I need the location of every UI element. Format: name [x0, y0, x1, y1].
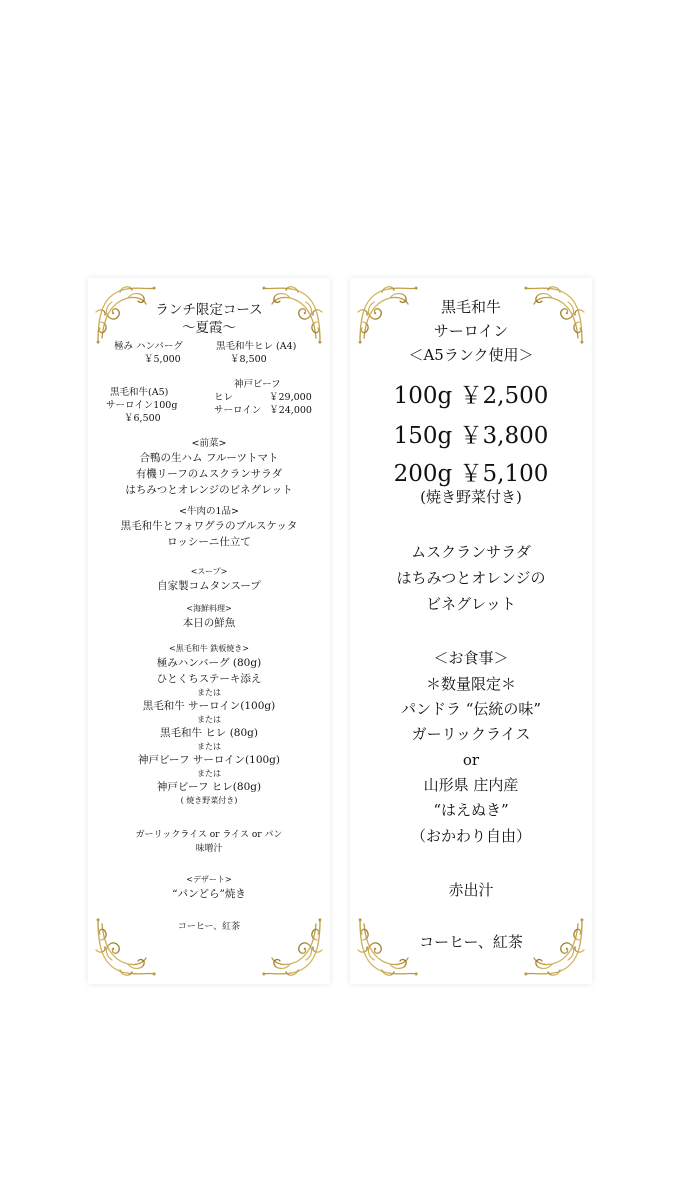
dish-line: 自家製コムタンスープ [157, 580, 261, 592]
option-hamburg [114, 340, 183, 366]
menu-subtitle: ＜A5ランク使用＞ [408, 346, 534, 364]
meal-line: or [462, 751, 480, 769]
option-wagyu-fillet [216, 340, 296, 366]
option-price: ￥6,500 [124, 413, 161, 424]
sirloin-menu-card [350, 278, 592, 984]
meal-line: ガーリックライス [411, 725, 531, 743]
dish-line: コーヒー、紅茶 [177, 922, 241, 932]
dish-line: 神戸ビーフ サーロイン(100g) [137, 754, 281, 766]
dish-note: ( 焼き野菜付き) [180, 796, 238, 805]
dish-line: 黒毛和牛 ヒレ (80g) [160, 727, 258, 739]
or-separator: または [197, 715, 221, 724]
course-subtitle: 〜夏霞〜 [182, 320, 236, 336]
option-price: ￥24,000 [269, 405, 312, 416]
meal-line: “はえぬき” [433, 801, 509, 819]
teppan-section [88, 643, 330, 806]
option-row [214, 391, 312, 404]
option-price: ￥8,500 [230, 354, 267, 365]
staple-section [88, 828, 330, 856]
salad-line: はちみつとオレンジの [396, 569, 546, 587]
option-row [214, 404, 312, 417]
or-separator: または [197, 688, 221, 697]
meal-line: パンドラ “伝統の味” [400, 700, 542, 718]
price-weight: 100g [393, 383, 453, 409]
dessert-section [88, 874, 330, 902]
option-kobe-beef [214, 378, 312, 417]
option-wagyu-sirloin [106, 386, 177, 425]
dish-line: “パンどら”焼き [172, 888, 246, 900]
menu-title: サーロイン [433, 322, 509, 340]
dish-line: ガーリックライス or ライス or パン [135, 830, 283, 840]
dish-line: 神戸ビーフ ヒレ(80g) [156, 781, 262, 793]
or-separator: または [197, 769, 221, 778]
option-name: 黒毛和牛(A5) [110, 387, 169, 398]
drink-line: コーヒー、紅茶 [419, 933, 523, 951]
seafood-section [88, 603, 330, 631]
course-title: ランチ限定コース [155, 302, 263, 318]
dish-line: ロッシーニ仕立て [167, 536, 251, 548]
dish-line: 有機リーフのムスクランサラダ [135, 468, 283, 480]
meal-line: （おかわり自由） [410, 827, 531, 845]
soup-section [88, 566, 330, 594]
option-cut: サーロイン [214, 405, 262, 416]
salad-line: ビネグレット [426, 595, 516, 613]
price-amount: ￥5,100 [459, 461, 549, 487]
salad-line: ムスクランサラダ [411, 543, 531, 561]
or-separator: または [197, 742, 221, 751]
soup-line: 赤出汁 [448, 881, 494, 899]
drink-section [88, 920, 330, 934]
section-heading: <黒毛和牛 鉄板焼き> [169, 644, 249, 653]
meal-line: ＊数量限定＊ [425, 675, 516, 693]
price-weight: 150g [393, 423, 453, 449]
option-cut: ヒレ [214, 392, 234, 403]
dish-line: 黒毛和牛 サーロイン(100g) [142, 700, 276, 712]
price-row [350, 416, 592, 456]
option-price: ￥5,000 [144, 354, 181, 365]
dish-line: 黒毛和牛とフォワグラのブルスケッタ [120, 520, 298, 532]
option-price: ￥29,000 [269, 392, 312, 403]
option-name: 神戸ビーフ [234, 379, 281, 390]
section-heading: <海鮮料理> [186, 604, 232, 613]
dish-line: ひとくちステーキ添え [156, 673, 262, 685]
meal-heading: ＜お食事＞ [433, 649, 509, 667]
section-heading: <デザート> [186, 875, 232, 884]
dish-line: 極みハンバーグ (80g) [156, 657, 262, 669]
option-name: 極み ハンバーグ [114, 341, 183, 352]
dish-line: 味噌汁 [195, 844, 223, 854]
price-row [350, 376, 592, 416]
meat-dish-section [88, 506, 330, 550]
option-name: 黒毛和牛ヒレ (A4) [216, 341, 297, 352]
section-heading: <前菜> [191, 438, 227, 449]
option-name: サーロイン100g [106, 400, 178, 411]
price-weight: 200g [393, 461, 453, 487]
price-amount: ￥2,500 [459, 383, 549, 409]
dish-line: はちみつとオレンジのビネグレット [125, 484, 293, 496]
section-heading: <スープ> [190, 567, 228, 576]
section-heading: <牛肉の1品> [179, 506, 239, 517]
dish-line: 合鴨の生ハム フルーツトマト [139, 452, 279, 464]
lunch-course-menu-card [88, 278, 330, 984]
meal-line: 山形県 庄内産 [423, 776, 519, 794]
price-amount: ￥3,800 [459, 423, 549, 449]
dish-line: 本日の鮮魚 [182, 617, 236, 629]
menu-title: 黒毛和牛 [440, 298, 501, 316]
price-note: (焼き野菜付き) [420, 488, 522, 506]
appetizer-section [88, 438, 330, 498]
